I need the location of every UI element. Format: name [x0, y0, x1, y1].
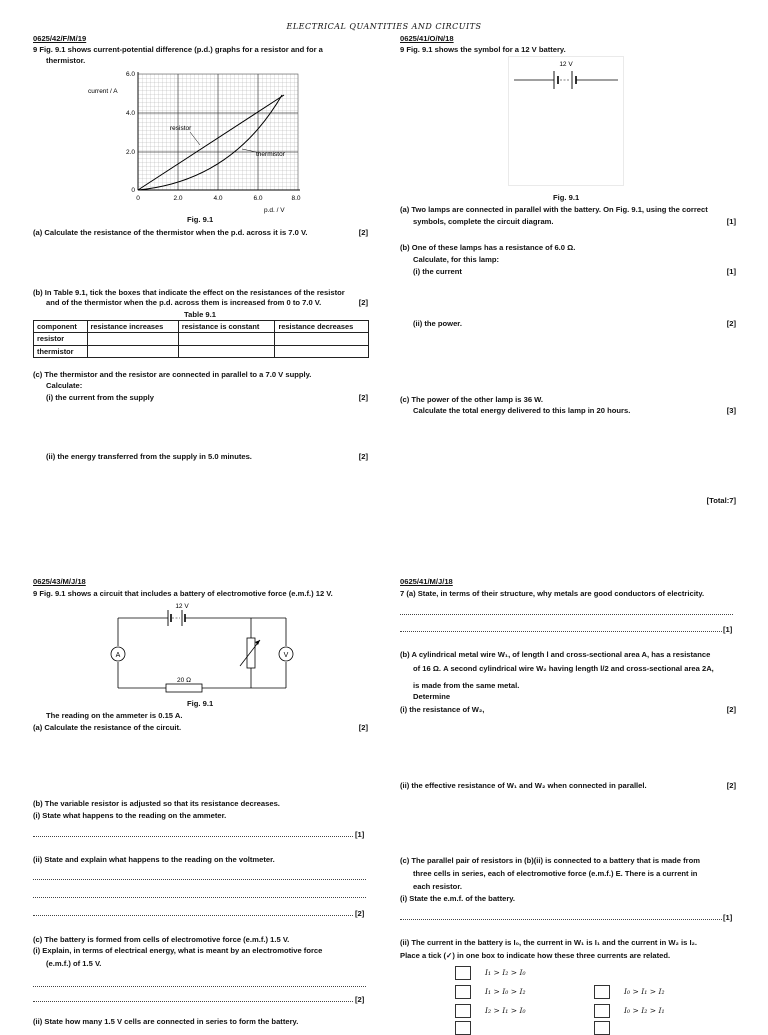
battery-figure — [508, 56, 624, 186]
q2-code: 0625/41/O/N/18 — [400, 34, 454, 43]
q4-part-b-line4: Determine — [413, 692, 451, 701]
answer-line[interactable] — [400, 631, 722, 632]
battery-label: 12 V — [175, 603, 189, 610]
q1-part-c-line1: (c) The thermistor and the resistor are connected in parallel to a 7.0 V supply. — [33, 370, 312, 379]
tick-box[interactable] — [594, 985, 610, 999]
q4-part-b-line1: (b) A cylindrical metal wire W₁, of length l and cross-sectional area A, has a resistance — [400, 650, 711, 659]
q1-intro-line2: thermistor. — [46, 56, 86, 65]
tick-cell[interactable] — [275, 333, 369, 345]
answer-line[interactable] — [33, 897, 366, 898]
resistance-table — [33, 320, 369, 358]
q1-part-ci: (i) the current from the supply — [46, 393, 155, 402]
q4-part-b-line2: of 16 Ω. A second cylindrical wire W₂ having length l/2 and cross-sectional area 2A, — [413, 664, 714, 673]
q3-ci-marks: [2] — [355, 995, 365, 1004]
table-header: resistance decreases — [275, 321, 369, 333]
table-header: component — [34, 321, 88, 333]
current-option: I₁ > I₀ > I₂ — [485, 987, 526, 996]
x-tick: 8.0 — [291, 195, 301, 202]
q4-part-c-line3: each resistor. — [413, 882, 462, 891]
q2-fig-caption: Fig. 9.1 — [553, 193, 580, 202]
q3-bii-marks: [2] — [355, 909, 365, 918]
tick-box[interactable] — [594, 1021, 610, 1035]
answer-line[interactable] — [33, 1001, 353, 1002]
q2-part-bi: (i) the current — [413, 267, 462, 276]
q3-part-a: (a) Calculate the resistance of the circuit. — [33, 723, 182, 732]
ammeter-label: A — [115, 652, 121, 659]
answer-line[interactable] — [33, 986, 366, 987]
answer-line[interactable] — [33, 836, 353, 837]
q2-a-marks: [1] — [726, 217, 736, 226]
tick-cell[interactable] — [178, 333, 275, 345]
current-option: I₁ > I₂ > I₀ — [485, 968, 526, 977]
q4-a-marks: [1] — [723, 625, 733, 634]
battery-label: 12 V — [559, 61, 573, 68]
table-header: resistance is constant — [178, 321, 275, 333]
y-tick: 4.0 — [125, 110, 135, 117]
q3-intro: 9 Fig. 9.1 shows a circuit that includes a battery of electromotive force (e.m.f.) 12 V. — [33, 589, 333, 598]
tick-box[interactable] — [455, 985, 471, 999]
q3-part-ci-line1: (i) Explain, in terms of electrical energy, what is meant by an electromotive force — [33, 946, 323, 955]
q2-part-a-line1: (a) Two lamps are connected in parallel with the battery. On Fig. 9.1, using the correct — [400, 205, 708, 214]
q1-part-c-line2: Calculate: — [46, 381, 83, 390]
tick-cell[interactable] — [178, 345, 275, 357]
q1-part-a: (a) Calculate the resistance of the thermistor when the p.d. across it is 7.0 V. — [33, 228, 308, 237]
q3-part-b: (b) The variable resistor is adjusted so that its resistance decreases. — [33, 799, 280, 808]
q4-part-a: 7 (a) State, in terms of their structure, why metals are good conductors of electricity. — [400, 589, 705, 598]
current-option: I₀ > I₁ > I₂ — [624, 987, 665, 996]
q3-code: 0625/43/M/J/18 — [33, 577, 86, 586]
q1-cii-marks: [2] — [358, 452, 368, 461]
current-option: I₀ > I₂ > I₁ — [624, 1006, 665, 1015]
x-tick: 6.0 — [253, 195, 263, 202]
q2-part-c-line2: Calculate the total energy delivered to this lamp in 20 hours. — [413, 406, 631, 415]
resistor-label: resistor — [170, 125, 192, 132]
q3-part-ci-line2: (e.m.f.) of 1.5 V. — [46, 959, 102, 968]
q2-bii-marks: [2] — [726, 319, 736, 328]
q4-part-c-line2: three cells in series, each of electromotive force (e.m.f.) E. There is a current in — [413, 869, 698, 878]
tick-box[interactable] — [455, 966, 471, 980]
q4-bi-marks: [2] — [726, 705, 736, 714]
q4-part-c-line1: (c) The parallel pair of resistors in (b)(ii) is connected to a battery that is made from — [400, 856, 701, 865]
q2-part-c-line1: (c) The power of the other lamp is 36 W. — [400, 395, 544, 404]
q1-part-cii: (ii) the energy transferred from the supply in 5.0 minutes. — [46, 452, 252, 461]
q3-reading: The reading on the ammeter is 0.15 A. — [46, 711, 183, 720]
tick-cell[interactable] — [275, 345, 369, 357]
x-tick: 2.0 — [173, 195, 183, 202]
q4-part-ci: (i) State the e.m.f. of the battery. — [400, 894, 516, 903]
q4-code: 0625/41/M/J/18 — [400, 577, 453, 586]
tick-box[interactable] — [455, 1004, 471, 1018]
q2-bi-marks: [1] — [726, 267, 736, 276]
q3-part-bi: (i) State what happens to the reading on the ammeter. — [33, 811, 227, 820]
y-axis-label: current / A — [88, 88, 118, 95]
q3-a-marks: [2] — [358, 723, 368, 732]
y-tick: 2.0 — [125, 149, 135, 156]
q2-part-bii: (ii) the power. — [413, 319, 462, 328]
tick-box[interactable] — [594, 1004, 610, 1018]
q1-part-b-line2: and of the thermistor when the p.d. across them is increased from 0 to 7.0 V. — [46, 298, 322, 307]
q3-part-c: (c) The battery is formed from cells of electromotive force (e.m.f.) 1.5 V. — [33, 935, 290, 944]
table-caption: Table 9.1 — [184, 310, 216, 319]
x-tick: 0 — [136, 195, 140, 202]
q1-a-marks: [2] — [358, 228, 368, 237]
q2-intro: 9 Fig. 9.1 shows the symbol for a 12 V battery. — [400, 45, 566, 54]
answer-line[interactable] — [400, 919, 722, 920]
q2-part-b-line1: (b) One of these lamps has a resistance of 6.0 Ω. — [400, 243, 576, 252]
q2-total: [Total:7] — [706, 496, 736, 505]
q2-c-marks: [3] — [726, 406, 736, 415]
q3-part-bii: (ii) State and explain what happens to the reading on the voltmeter. — [33, 855, 275, 864]
q4-ci-marks: [1] — [723, 913, 733, 922]
q1-b-marks: [2] — [358, 298, 368, 307]
q3-fig-caption: Fig. 9.1 — [187, 699, 214, 708]
answer-line[interactable] — [33, 879, 366, 880]
answer-line[interactable] — [33, 915, 353, 916]
q1-fig-caption: Fig. 9.1 — [187, 215, 214, 224]
q4-part-cii-line2: Place a tick (✓) in one box to indicate how these three currents are related. — [400, 951, 671, 960]
q1-code: 0625/42/F/M/19 — [33, 34, 87, 43]
q3-bi-marks: [1] — [355, 830, 365, 839]
current-option: I₂ > I₁ > I₀ — [485, 1006, 526, 1015]
q4-part-cii-line1: (ii) The current in the battery is I₀, the current in W₁ is I₁ and the current in W₂ is I₂. — [400, 938, 698, 947]
q1-ci-marks: [2] — [358, 393, 368, 402]
x-axis-label: p.d. / V — [264, 207, 285, 214]
q1-part-b-line1: (b) In Table 9.1, tick the boxes that indicate the effect on the resistances of the resistor — [33, 288, 345, 297]
answer-line[interactable] — [400, 614, 733, 615]
table-header: resistance increases — [87, 321, 178, 333]
table-header-row — [34, 321, 369, 333]
q2-part-a-line2: symbols, complete the circuit diagram. — [413, 217, 554, 226]
q4-part-bi: (i) the resistance of W₂, — [400, 705, 485, 714]
page-title: ELECTRICAL QUANTITIES AND CIRCUITS — [286, 22, 482, 31]
row-label: resistor — [34, 333, 88, 345]
q3-part-cii: (ii) State how many 1.5 V cells are connected in series to form the battery. — [33, 1017, 299, 1026]
q4-part-bii: (ii) the effective resistance of W₁ and W₂ when connected in parallel. — [400, 781, 647, 790]
tick-box[interactable] — [455, 1021, 471, 1035]
thermistor-label: thermistor — [256, 151, 285, 158]
circuit-diagram — [108, 600, 300, 700]
resistor-value-label: 20 Ω — [177, 677, 191, 684]
q4-bii-marks: [2] — [726, 781, 736, 790]
row-label: thermistor — [34, 345, 88, 357]
tick-cell[interactable] — [87, 345, 178, 357]
x-tick: 4.0 — [213, 195, 223, 202]
voltmeter-label: V — [283, 652, 289, 659]
q1-intro-line1: 9 Fig. 9.1 shows current-potential difference (p.d.) graphs for a resistor and for a — [33, 45, 323, 54]
iv-graph — [82, 66, 312, 216]
y-tick: 6.0 — [125, 71, 135, 78]
q2-part-b-line2: Calculate, for this lamp: — [413, 255, 500, 264]
q4-part-b-line3: is made from the same metal. — [413, 681, 520, 690]
tick-cell[interactable] — [87, 333, 178, 345]
table-row — [34, 345, 369, 357]
y-tick: 0 — [131, 187, 135, 194]
table-row — [34, 333, 369, 345]
